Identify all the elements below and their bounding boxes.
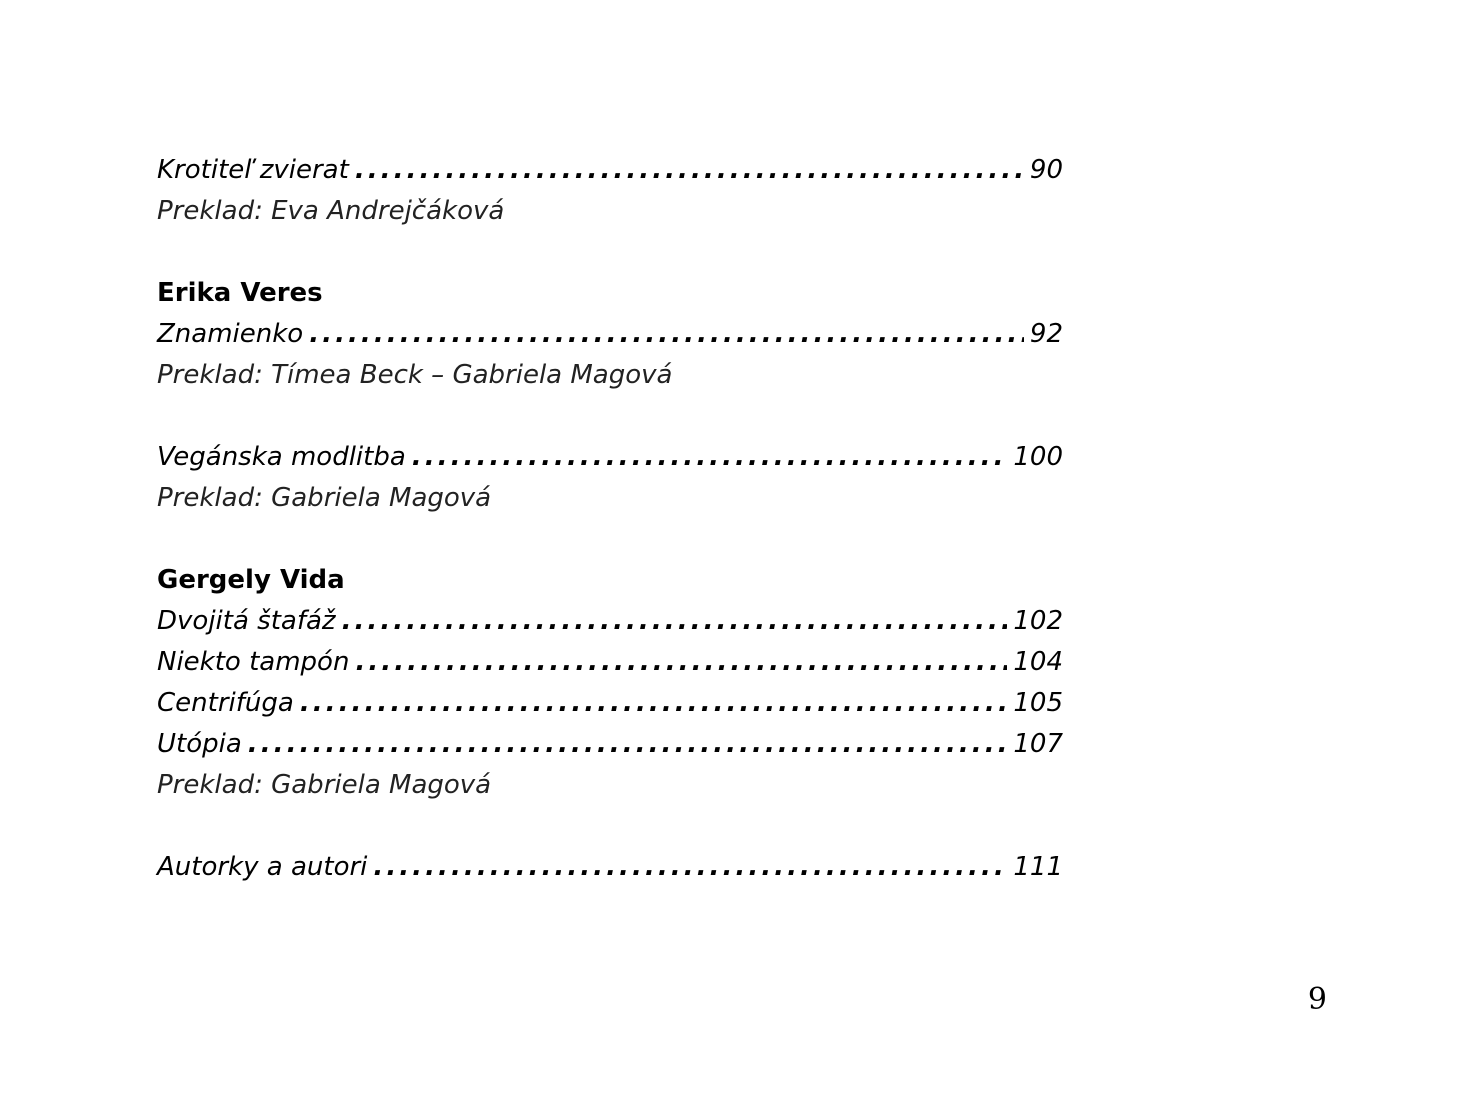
author-heading: Erika Veres: [157, 278, 323, 308]
translator-credit: Preklad: Tímea Beck – Gabriela Magová: [157, 360, 673, 390]
toc-entry-title: Dvojitá štafáž: [157, 606, 336, 636]
toc-entry: [157, 683, 1063, 724]
author-heading: Gergely Vida: [157, 565, 345, 595]
toc-entry-title: Vegánska modlitba: [157, 442, 406, 472]
toc-entry-title: Niekto tampón: [157, 647, 350, 677]
toc-entry-page: 111: [1013, 852, 1063, 882]
toc-entry-title: Autorky a autori: [157, 852, 368, 882]
translator-credit: Preklad: Gabriela Magová: [157, 770, 492, 800]
spacer: [157, 396, 1063, 437]
toc-entry: [157, 724, 1063, 765]
toc-entry-page: 104: [1013, 647, 1063, 677]
toc-entry-page: 107: [1013, 729, 1063, 759]
spacer: [157, 806, 1063, 847]
toc-entry-title: Centrifúga: [157, 688, 294, 718]
toc-dot-leader: [342, 601, 1008, 642]
toc-entry-title: Znamienko: [157, 319, 304, 349]
toc-entry-page: 92: [1029, 319, 1063, 349]
toc-entry-page: 105: [1013, 688, 1063, 718]
toc-dot-leader: [309, 314, 1024, 355]
translator-credit: Preklad: Gabriela Magová: [157, 483, 492, 513]
toc-entry-page: 90: [1029, 155, 1063, 185]
page-number: 9: [1307, 982, 1327, 1017]
toc-dot-leader: [355, 150, 1024, 191]
spacer: [157, 519, 1063, 560]
toc-dot-leader: [248, 724, 1008, 765]
toc-dot-leader: [355, 642, 1007, 683]
toc-entry-page: 102: [1013, 606, 1063, 636]
toc-dot-leader: [373, 847, 1007, 888]
toc-entry-title: Utópia: [157, 729, 242, 759]
toc-entry: [157, 150, 1063, 191]
toc-entry: [157, 642, 1063, 683]
toc-entry: [157, 847, 1063, 888]
toc-entry: [157, 601, 1063, 642]
toc-entry-title: Krotiteľ zvierat: [157, 155, 349, 185]
toc-entry: [157, 314, 1063, 355]
toc-dot-leader: [412, 437, 1008, 478]
translator-credit: Preklad: Eva Andrejčáková: [157, 196, 505, 226]
toc-entry: [157, 437, 1063, 478]
toc-entry-page: 100: [1013, 442, 1063, 472]
spacer: [157, 232, 1063, 273]
table-of-contents: [157, 150, 1063, 888]
toc-dot-leader: [300, 683, 1008, 724]
